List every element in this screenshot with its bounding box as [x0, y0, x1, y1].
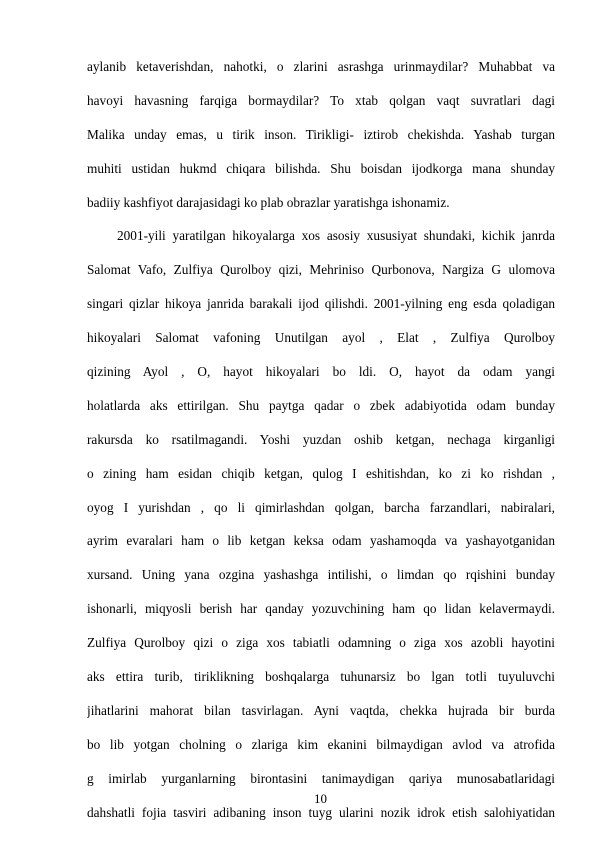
- text-line: holatlarda aks ettirilgan. Shu paytga qadar o zbek adabiyotida odam bunday: [87, 397, 555, 413]
- text-line: aks ettira turib, tiriklikning boshqalarga tuhunarsiz bo lgan totli tuyuluvchi: [87, 669, 555, 685]
- text-line: ishonarli, miqyosli berish har qanday yozuvchining ham qo lidan kelavermaydi.: [87, 601, 555, 617]
- text-line: xursand. Uning yana ozgina yashashga intilishi, o limdan qo rqishini bunday: [87, 567, 555, 583]
- text-line: badiiy kashfiyot darajasidagi ko plab obrazlar yaratishga ishonamiz.: [87, 194, 450, 210]
- text-line: havoyi havasning farqiga bormaydilar? To xtab qolgan vaqt suvratlari dagi: [87, 92, 555, 108]
- paragraph-first-line: 2001-yili yaratilgan hikoyalarga xos asosiy xususiyat shundaki, kichik janrda: [117, 228, 555, 244]
- page-number: 10: [314, 791, 327, 806]
- document-page: [87, 50, 555, 829]
- text-line: hikoyalari Salomat vafoning Unutilgan ayol , Elat , Zulfiya Qurolboy: [87, 330, 555, 346]
- text-line: oyog I yurishdan , qo li qimirlashdan qolgan, barcha farzandlari, nabiralari,: [87, 499, 555, 515]
- text-line: Malika unday emas, u tirik inson. Tirikligi- iztirob chekishda. Yashab turgan: [87, 126, 555, 142]
- text-line: o zining ham esidan chiqib ketgan, qulog I eshitishdan, ko zi ko rishdan ,: [87, 465, 555, 481]
- text-line: Salomat Vafo, Zulfiya Qurolboy qizi, Mehriniso Qurbonova, Nargiza G ulomova: [87, 262, 555, 278]
- text-line: qizining Ayol , O, hayot hikoyalari bo ldi. O, hayot da odam yangi: [87, 364, 555, 380]
- text-line: aylanib ketaverishdan, nahotki, o zlarini asrashga urinmaydilar? Muhabbat va: [87, 59, 555, 74]
- text-line: bo lib yotgan cholning o zlariga kim ekanini bilmaydigan avlod va atrofida: [87, 736, 555, 752]
- text-line: g imirlab yurganlarning birontasini tanimaydigan qariya munosabatlaridagi: [87, 770, 555, 786]
- text-line: singari qizlar hikoya janrida barakali ijod qilishdi. 2001-yilning eng esda qoladigan: [87, 296, 555, 312]
- text-line: ayrim evaralari ham o lib ketgan keksa odam yashamoqda va yashayotganidan: [87, 533, 555, 549]
- text-line: rakursda ko rsatilmagandi. Yoshi yuzdan oshib ketgan, nechaga kirganligi: [87, 431, 555, 447]
- text-line: jihatlarini mahorat bilan tasvirlagan. Ayni vaqtda, chekka hujrada bir burda: [87, 702, 555, 718]
- text-line: Zulfiya Qurolboy qizi o ziga xos tabiatli odamning o ziga xos azobli hayotini: [87, 635, 555, 651]
- text-line: muhiti ustidan hukmd chiqara bilishda. Shu boisdan ijodkorga mana shunday: [87, 160, 555, 176]
- text-line: dahshatli fojia tasviri adibaning inson tuyg ularini nozik idrok etish salohiyatidan: [87, 804, 555, 820]
